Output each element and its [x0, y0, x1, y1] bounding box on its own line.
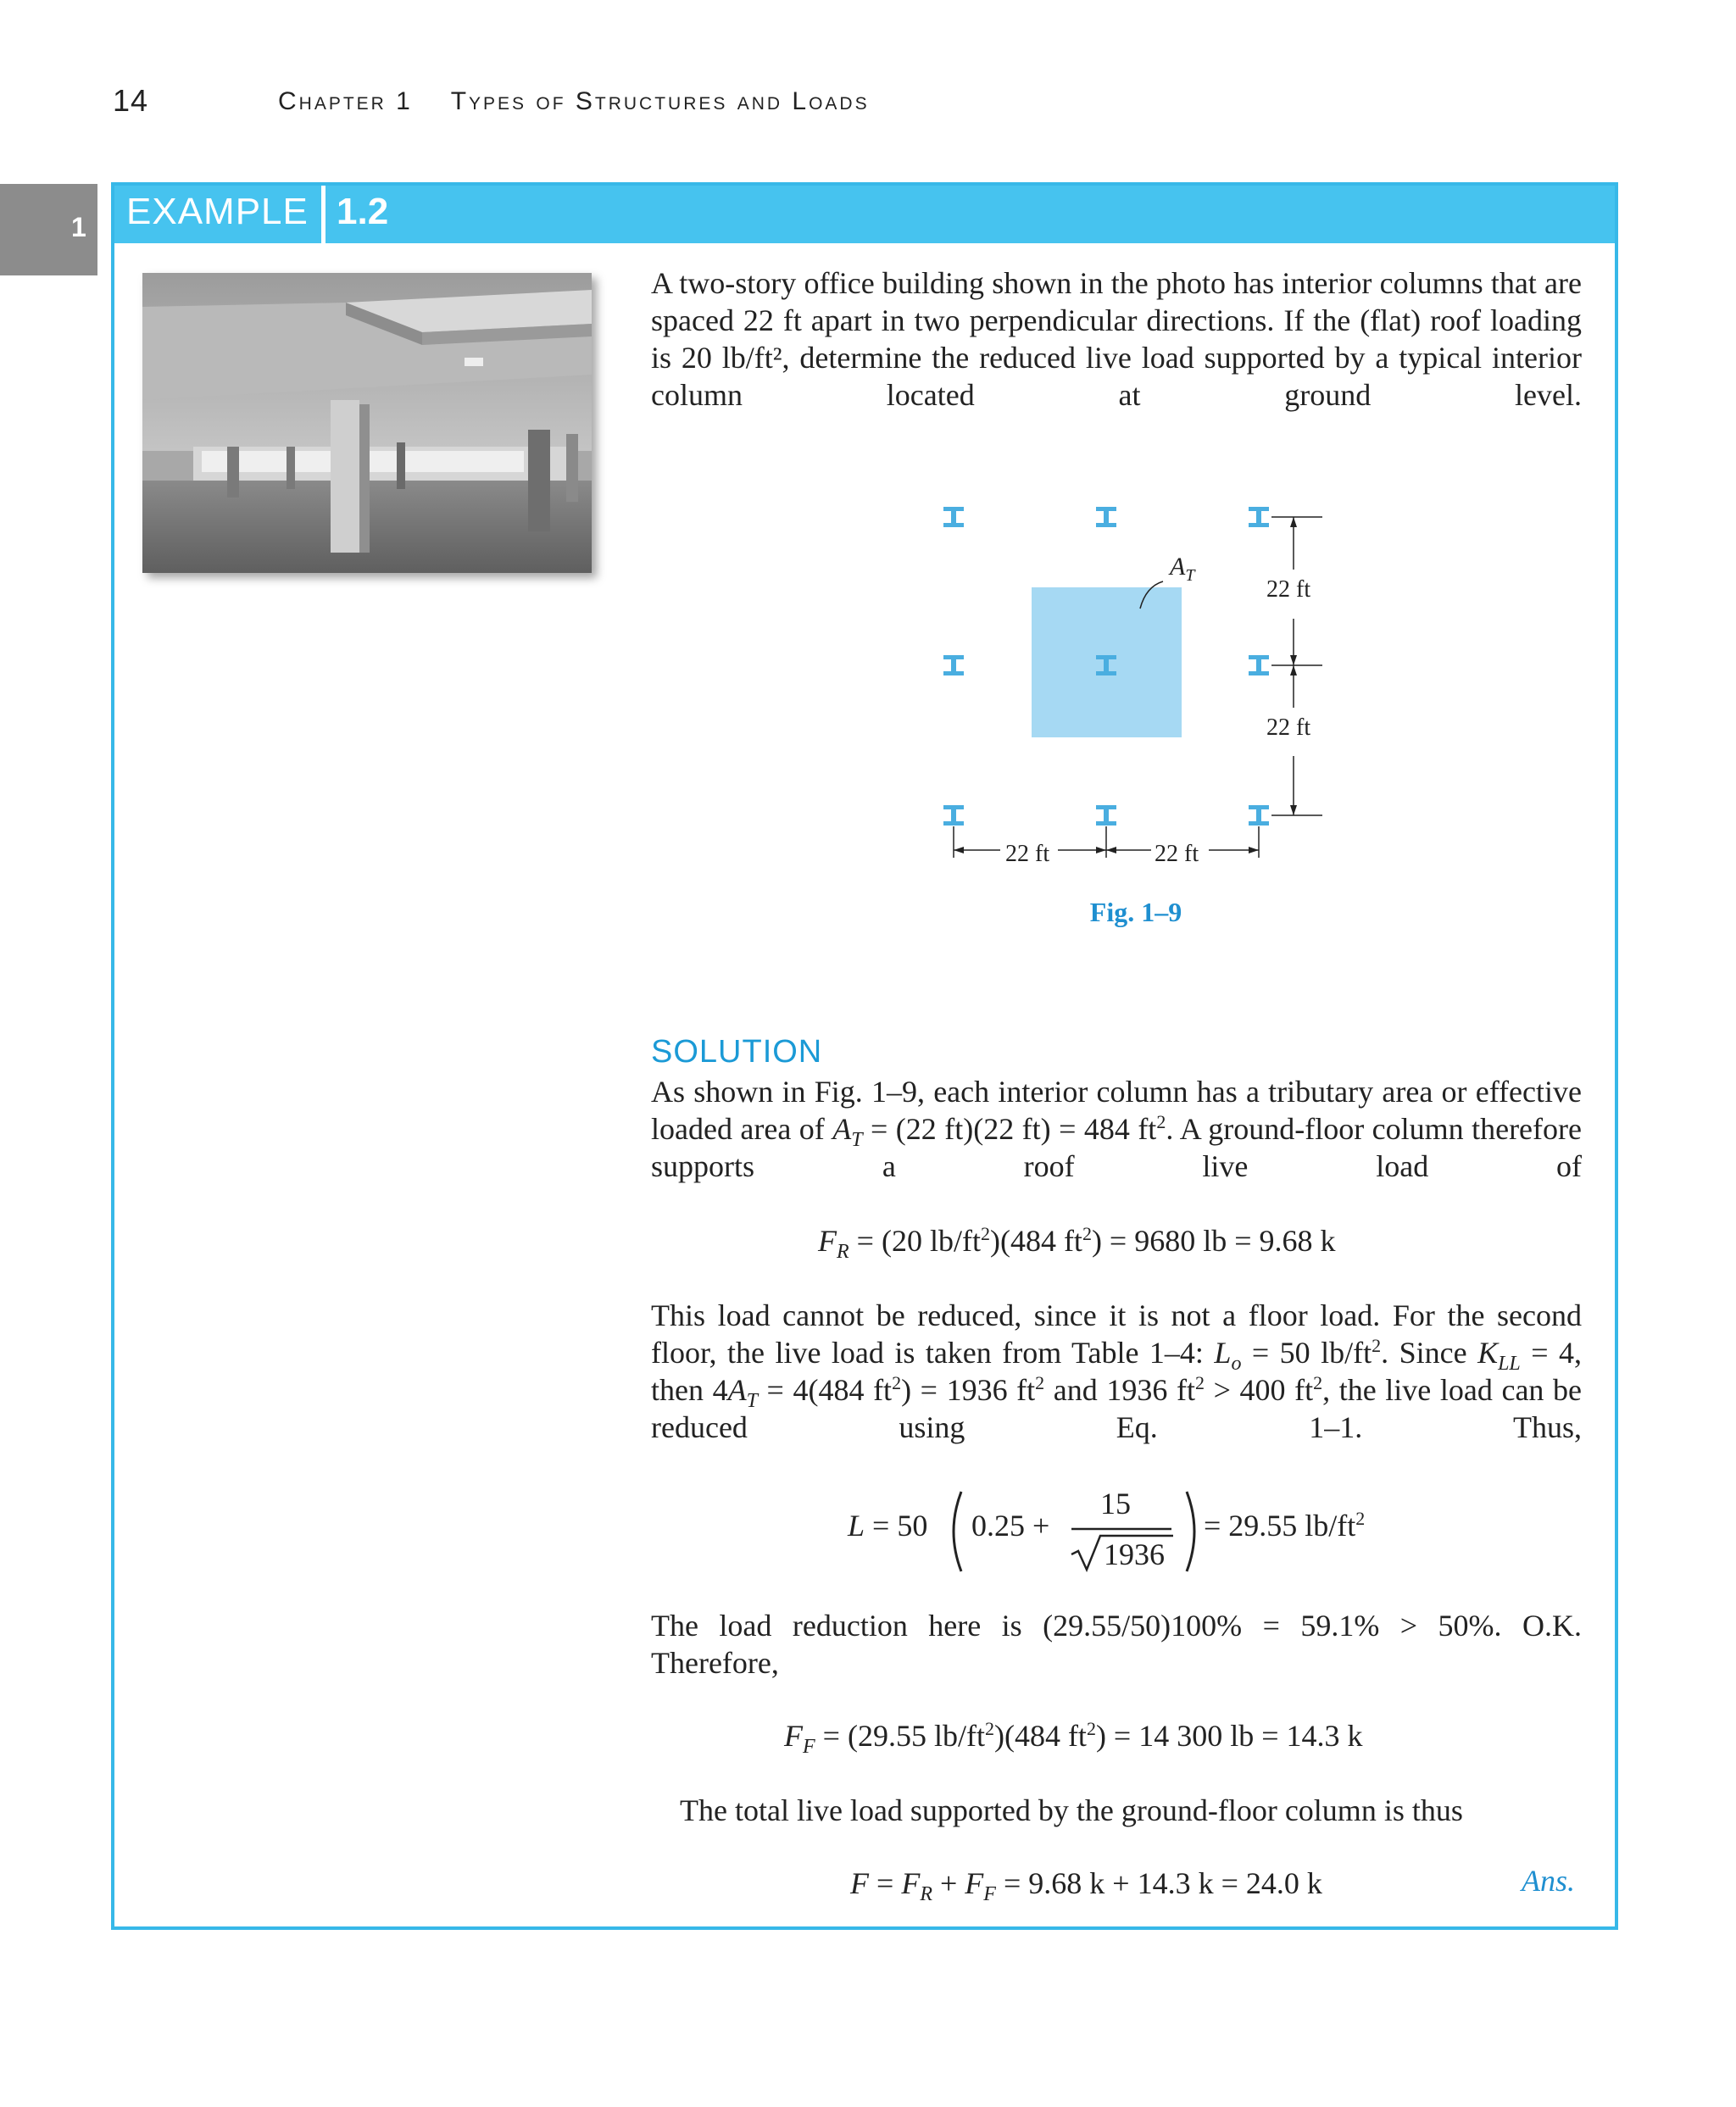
- var-L: L: [848, 1509, 865, 1543]
- running-header: [278, 87, 870, 116]
- sup: 2: [984, 1718, 994, 1739]
- var-K: K: [1477, 1336, 1499, 1370]
- column-icon-part: [943, 671, 964, 675]
- eq-inner-term: 0.25 +: [971, 1509, 1050, 1543]
- example-label: EXAMPLE: [126, 191, 309, 232]
- column-grid-figure: [915, 492, 1356, 864]
- column-icon-part: [1249, 821, 1269, 826]
- column-icon-part: [1249, 523, 1269, 527]
- var-F: F: [901, 1866, 921, 1900]
- text: = 4, then 4: [651, 1336, 1583, 1407]
- var-F: F: [784, 1719, 803, 1753]
- var-F: F: [965, 1866, 984, 1900]
- sub-R: R: [837, 1241, 849, 1264]
- solution-paragraph-1: [651, 1073, 1582, 1185]
- text: =: [869, 1866, 902, 1900]
- column-icon: [1096, 805, 1116, 826]
- equation-reduced-live-load: [848, 1507, 927, 1544]
- text: )(484 ft: [993, 1719, 1087, 1753]
- sub-F: F: [983, 1883, 996, 1906]
- column-icon: [1096, 507, 1116, 527]
- figure-caption: Fig. 1–9: [1089, 897, 1182, 927]
- dim-arrow: [1096, 847, 1106, 853]
- equation-total-load: [850, 1865, 1322, 1906]
- column-icon-part: [1096, 821, 1116, 826]
- sup: 2: [1086, 1718, 1096, 1739]
- sub-o: o: [1231, 1353, 1242, 1376]
- dim-label-vertical-top: 22 ft: [1266, 576, 1311, 603]
- solution-paragraph-2: [651, 1297, 1582, 1446]
- problem-statement: A two-story office building shown in the photo has interior columns that are spaced 22 ft apart in two perpendicular directions. If the (flat) roof loading is 20 lb/ft², determine the reduced live load supported by a typical interior column located at ground level.: [651, 266, 1582, 412]
- column-icon: [943, 507, 964, 527]
- text: . A ground-floor column therefore supports a roof live load of: [651, 1112, 1582, 1183]
- text: = (20 lb/ft: [849, 1224, 981, 1258]
- dim-arrow: [1290, 655, 1297, 665]
- sup: 2: [980, 1223, 990, 1244]
- text: The load reduction here is (29.55/50)100% = 59.1% > 50%. O.K. Therefore,: [651, 1609, 1582, 1680]
- text: +: [932, 1866, 965, 1900]
- text: , the live load can be reduced using Eq. 1–1. Thus,: [651, 1373, 1583, 1444]
- text: = (29.55 lb/ft: [815, 1719, 985, 1753]
- dim-label-horizontal-right: 22 ft: [1155, 841, 1199, 867]
- example-separator: [321, 186, 326, 243]
- var-F: F: [850, 1866, 869, 1900]
- column-icon: [943, 805, 964, 826]
- text: = 50 lb/ft: [1241, 1336, 1372, 1370]
- sup: 2: [1372, 1335, 1382, 1356]
- column-icon: [1249, 805, 1269, 826]
- sub-LL: LL: [1498, 1353, 1521, 1376]
- sup: 2: [1082, 1223, 1092, 1244]
- text: ) = 1936 ft: [901, 1373, 1036, 1407]
- column-icon-part: [1096, 523, 1116, 527]
- area-label-letter: A: [1170, 553, 1186, 581]
- chapter-title: Types of Structures and Loads: [450, 87, 870, 115]
- example-number: 1.2: [337, 191, 389, 232]
- equation-floor-load: [784, 1717, 1363, 1759]
- dim-arrow: [1290, 665, 1297, 675]
- dim-arrow: [1249, 847, 1259, 853]
- sub-T: T: [851, 1129, 863, 1152]
- var-A: A: [727, 1373, 747, 1407]
- column-icon: [1249, 655, 1269, 675]
- equation-roof-load: [818, 1222, 1336, 1264]
- eq-fraction-denominator: 1936: [1104, 1537, 1165, 1571]
- building-photo: [142, 273, 592, 573]
- var-F: F: [818, 1224, 837, 1258]
- var-L: L: [1214, 1336, 1232, 1370]
- area-label-sub: T: [1185, 566, 1195, 585]
- dim-arrow: [954, 847, 964, 853]
- sup: 2: [892, 1372, 902, 1393]
- solution-heading: SOLUTION: [651, 1034, 823, 1070]
- text: As shown in Fig. 1–9, each interior column has a tributary area or effective loaded area of: [651, 1075, 1582, 1146]
- text: ) = 9680 lb = 9.68 k: [1091, 1224, 1336, 1258]
- text: = 4(484 ft: [757, 1373, 893, 1407]
- text: = (22 ft)(22 ft) = 484 ft: [862, 1112, 1157, 1146]
- text: = 9.68 k + 14.3 k = 24.0 k: [995, 1866, 1322, 1900]
- example-header-bar: [114, 186, 1615, 243]
- text: = 29.55 lb/ft: [1204, 1509, 1356, 1543]
- text: = 50: [865, 1509, 928, 1543]
- answer-label: Ans.: [1522, 1864, 1575, 1898]
- sup: 2: [1194, 1372, 1205, 1393]
- side-tab-number: 1: [71, 212, 86, 242]
- column-icon-part: [943, 523, 964, 527]
- text: > 400 ft: [1204, 1373, 1314, 1407]
- dim-label-horizontal-left: 22 ft: [1005, 841, 1050, 867]
- text: ) = 14 300 lb = 14.3 k: [1095, 1719, 1363, 1753]
- text: . Since: [1381, 1336, 1478, 1370]
- sub-T: T: [746, 1390, 758, 1413]
- column-icon-part: [943, 821, 964, 826]
- sup: 2: [1355, 1508, 1366, 1529]
- dim-arrow: [1290, 805, 1297, 815]
- solution-paragraph-3: [651, 1607, 1582, 1682]
- chapter-side-tab: [0, 184, 97, 275]
- page-number: 14: [113, 83, 149, 118]
- sup: 2: [1035, 1372, 1045, 1393]
- column-icon: [1249, 507, 1269, 527]
- sub-F: F: [803, 1736, 815, 1759]
- sup: 2: [1156, 1111, 1166, 1132]
- column-icon-part: [1249, 671, 1269, 675]
- text: )(484 ft: [989, 1224, 1082, 1258]
- column-icon-part: [1096, 671, 1116, 675]
- eq-fraction-numerator: 15: [1100, 1487, 1131, 1520]
- dim-arrow: [1290, 517, 1297, 527]
- dim-arrow: [1106, 847, 1116, 853]
- text: and 1936 ft: [1044, 1373, 1195, 1407]
- chapter-label: Chapter 1: [278, 87, 413, 115]
- solution-paragraph-4: The total live load supported by the ground-floor column is thus: [680, 1793, 1463, 1827]
- sup: 2: [1313, 1372, 1323, 1393]
- column-icon: [943, 655, 964, 675]
- var-A: A: [832, 1112, 852, 1146]
- tributary-area-label: [1170, 553, 1194, 586]
- dim-label-vertical-bottom: 22 ft: [1266, 714, 1311, 741]
- eq-result: [1204, 1507, 1365, 1544]
- sub-R: R: [920, 1883, 932, 1906]
- text: This load cannot be reduced, since it is not a floor load. For the second floor, the live load is taken from Table 1–4:: [651, 1298, 1582, 1370]
